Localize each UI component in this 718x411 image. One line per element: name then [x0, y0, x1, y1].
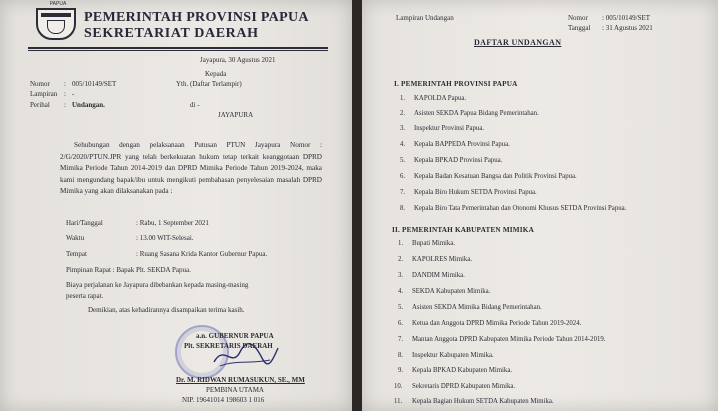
- logo-caption: PAPUA: [49, 1, 67, 7]
- meta-sep-nomor: :: [64, 80, 66, 88]
- section1-item: 3. Inspektur Provinsi Papua.: [400, 125, 485, 132]
- list-tanggal-label: Tanggal: [568, 24, 591, 32]
- invitation-list-page: [362, 0, 718, 411]
- letter-body-paragraph: Sehubungan dengan pelaksanaan Putusan PTUN Jayapura Nomor : 2/G/2020/PTUN.JPR yang telah berkekuatan hukum tetap terkait keanggotaan DPRD Mimika Periode Tahun 2014-2019 dan DPRD Mimika Periode Tahun 2019-2024, maka kami mengundang bapak/ibu untuk mengikuti pembahasan penyelesaian masalah DPRD Mimika yang akan dilaksanakan pada :: [60, 141, 322, 195]
- section2-item: 7. Mantan Anggota DPRD Kabupaten Mimika Periode Tahun 2014-2019.: [398, 336, 606, 343]
- section1-item: 5. Kepala BPKAD Provinsi Papua.: [400, 157, 503, 164]
- schedule-value-place: : Ruang Sasana Krida Kantor Gubernur Papua.: [136, 250, 268, 258]
- meta-label-lampiran: Lampiran: [30, 90, 58, 98]
- attachment-label: Lampiran Undangan: [396, 14, 454, 22]
- travel-cost-line2: peserta rapat.: [66, 292, 104, 300]
- list-title: DAFTAR UNDANGAN: [474, 38, 562, 47]
- list-nomor-label: Nomor: [568, 14, 588, 22]
- schedule-label-day: Hari/Tanggal: [66, 219, 103, 227]
- recipient-city: JAYAPURA: [218, 111, 254, 119]
- section2-item: 9. Kepala BPKAD Kabupaten Mimika.: [398, 367, 513, 374]
- section1-item: 2. Asisten SEKDA Papua Bidang Pemerintahan.: [400, 110, 539, 117]
- section2-item: 1. Bupati Mimika.: [398, 240, 456, 247]
- section2-item: 10. Sekretaris DPRD Kabupaten Mimika.: [394, 383, 516, 390]
- section1-item: 7. Kepala Biro Hukum SETDA Provinsi Papua.: [400, 189, 537, 196]
- schedule-label-time: Waktu: [66, 234, 85, 242]
- letterhead-rule-thin: [28, 50, 328, 51]
- section2-item: 6. Ketua dan Anggota DPRD Mimika Periode Tahun 2019-2024.: [398, 320, 582, 327]
- schedule-value-day: : Rabu, 1 September 2021: [136, 219, 209, 227]
- signatory-role-line1: a.n. GUBERNUR PAPUA: [196, 332, 274, 340]
- schedule-value-time: : 13.00 WIT-Selesai.: [136, 234, 194, 242]
- signatory-nip: NIP. 19641014 198603 1 016: [182, 396, 265, 404]
- place-date: Jayapura, 30 Agustus 2021: [200, 56, 276, 64]
- section1-item: 6. Kepala Badan Kesatuan Bangsa dan Politik Provinsi Papua.: [400, 173, 577, 180]
- section2-item: 11. Kepala Bagian Hukum SETDA Kabupaten Mimika.: [394, 398, 554, 405]
- meta-label-perihal: Perihal: [30, 101, 50, 109]
- signatory-rank: PEMBINA UTAMA: [206, 386, 264, 394]
- recipient-label: Kepada: [205, 70, 227, 78]
- meta-value-perihal: Undangan.: [72, 101, 105, 109]
- letterhead-line2: SEKRETARIAT DAERAH: [84, 26, 259, 41]
- papua-emblem-logo: [36, 1, 76, 40]
- section2-item: 2. KAPOLRES Mimika.: [398, 256, 473, 263]
- meta-value-nomor: 005/10149/SET: [72, 80, 117, 88]
- invitation-letter-page: [0, 0, 352, 411]
- section1-title: I. PEMERINTAH PROVINSI PAPUA: [394, 80, 518, 88]
- signatory-role-line2: Plt. SEKRETARIS DAERAH: [184, 342, 273, 350]
- section2-item: 8. Inspektur Kabupaten Mimika.: [398, 352, 494, 359]
- section1-item: 1. KAPOLDA Papua.: [400, 95, 467, 102]
- closing-sentence: Demikian, atas kehadirannya disampaikan terima kasih.: [88, 306, 245, 314]
- meta-label-nomor: Nomor: [30, 80, 50, 88]
- section2-item: 4. SEKDA Kabupaten Mimika.: [398, 288, 491, 295]
- schedule-label-place: Tempat: [66, 250, 87, 258]
- recipient-value: Yth. (Daftar Terlampir): [176, 80, 242, 88]
- list-tanggal-value: : 31 Agustus 2021: [602, 24, 653, 32]
- meta-sep-lampiran: :: [64, 90, 66, 98]
- section1-item: 8. Kepala Biro Tata Pemerintahan dan Otonomi Khusus SETDA Provinsi Papua.: [400, 205, 627, 212]
- list-nomor-value: : 005/10149/SET: [602, 14, 651, 22]
- signatory-name: Dr. M. RIDWAN RUMASUKUN, SE., MM: [176, 376, 305, 384]
- section1-item: 4. Kepala BAPPEDA Provinsi Papua.: [400, 141, 510, 148]
- section2-item: 5. Asisten SEKDA Mimika Bidang Pemerintahan.: [398, 304, 542, 311]
- letterhead-rule-thick: [28, 47, 328, 49]
- section2-item: 3. DANDIM Mimika.: [398, 272, 465, 279]
- recipient-in-label: di -: [190, 101, 200, 109]
- meta-value-lampiran: -: [72, 90, 75, 98]
- travel-cost-line1: Biaya perjalanan ke Jayapura dibebankan kepada masing-masing: [66, 281, 249, 289]
- meta-sep-perihal: :: [64, 101, 66, 109]
- meeting-chair: Pimpinan Rapat : Bapak Plt. SEKDA Papua.: [66, 266, 191, 274]
- letterhead-line1: PEMERINTAH PROVINSI PAPUA: [84, 10, 309, 25]
- section2-title: II. PEMERINTAH KABUPATEN MIMIKA: [392, 226, 534, 234]
